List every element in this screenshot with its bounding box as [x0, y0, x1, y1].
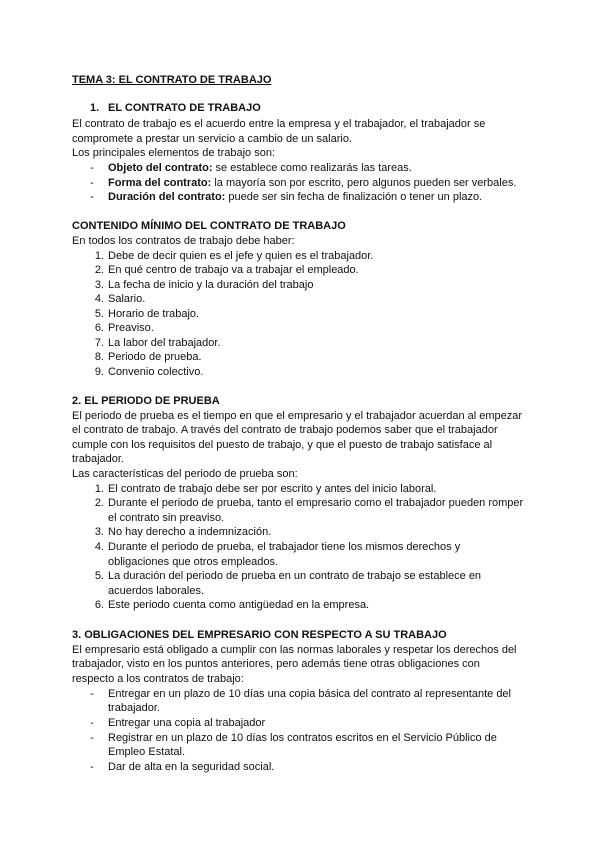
section-1-paragraph-line: compromete a prestar un servicio a cambio de un salario.: [72, 133, 353, 145]
minimum-content-intro: En todos los contratos de trabajo debe haber:: [72, 235, 295, 247]
list-item-continuation: Empleo Estatal.: [108, 746, 186, 758]
section-2-paragraph-line: trabajador.: [72, 453, 124, 465]
list-item: No hay derecho a indemnización.: [108, 526, 272, 538]
section-1-heading: EL CONTRATO DE TRABAJO: [108, 102, 261, 114]
list-item: La fecha de inicio y la duración del trabajo: [108, 279, 314, 291]
list-number: 7.: [94, 337, 104, 349]
list-item: En qué centro de trabajo va a trabajar el empleado.: [108, 264, 359, 276]
list-item: Preaviso.: [108, 322, 154, 334]
list-number: 5.: [94, 570, 104, 582]
section-3-paragraph-line: respecto a los contratos de trabajo:: [72, 673, 244, 685]
list-item: Durante el periodo de prueba, tanto el empresario como el trabajador pueden romper: [108, 497, 524, 509]
section-1-paragraph-line: El contrato de trabajo es el acuerdo entre la empresa y el trabajador, el trabajador se: [72, 118, 486, 130]
list-dash: -: [90, 732, 94, 744]
minimum-content-heading: CONTENIDO MÍNIMO DEL CONTRATO DE TRABAJO: [72, 220, 346, 232]
section-3-paragraph-line: trabajador, visto en los puntos anteriores, pero además tiene otras obligaciones con: [72, 658, 480, 670]
list-item: Horario de trabajo.: [108, 308, 200, 320]
section-3-paragraph-line: El empresario está obligado a cumplir con las normas laborales y respetar los derechos del: [72, 644, 517, 656]
section-2-paragraph-line: cumple con los requisitos del puesto de trabajo, y que el puesto de trabajo satisface al: [72, 439, 493, 451]
section-2-heading: 2. EL PERIODO DE PRUEBA: [72, 395, 220, 407]
list-number: 1.: [94, 483, 104, 495]
list-number: 2.: [94, 264, 104, 276]
list-item: Objeto del contrato: se establece como realizarás las tareas.: [108, 162, 412, 174]
list-item: Debe de decir quien es el jefe y quien es el trabajador.: [108, 250, 374, 262]
list-item: Duración del contrato: puede ser sin fecha de finalización o tener un plazo.: [108, 191, 483, 203]
list-item: Este periodo cuenta como antigüedad en la empresa.: [108, 599, 370, 611]
list-item: Convenio colectivo.: [108, 366, 204, 378]
list-number: 4.: [94, 541, 104, 553]
list-item: El contrato de trabajo debe ser por escrito y antes del inicio laboral.: [108, 483, 437, 495]
list-item: Durante el periodo de prueba, el trabajador tiene los mismos derechos y: [108, 541, 461, 553]
list-number: 1.: [94, 250, 104, 262]
list-item: Forma del contrato: la mayoría son por escrito, pero algunos pueden ser verbales.: [108, 177, 517, 189]
list-item: Periodo de prueba.: [108, 351, 202, 363]
list-item: Entregar en un plazo de 10 días una copia básica del contrato al representante del: [108, 688, 511, 700]
list-number: 8.: [94, 351, 104, 363]
list-dash: -: [90, 688, 94, 700]
list-dash: -: [90, 761, 94, 773]
list-number: 2.: [94, 497, 104, 509]
list-item: Dar de alta en la seguridad social.: [108, 761, 275, 773]
section-1-intro: Los principales elementos de trabajo son:: [72, 147, 276, 159]
list-number: 6.: [94, 322, 104, 334]
list-dash: -: [90, 177, 94, 189]
list-number: 3.: [94, 279, 104, 291]
list-number: 5.: [94, 308, 104, 320]
list-item-continuation: obligaciones que otros empleados.: [108, 556, 279, 568]
list-item: La labor del trabajador.: [108, 337, 221, 349]
list-item: Entregar una copia al trabajador: [108, 717, 266, 729]
list-number: 4.: [94, 293, 104, 305]
section-3-heading: 3. OBLIGACIONES DEL EMPRESARIO CON RESPECTO A SU TRABAJO: [72, 629, 447, 641]
list-item: La duración del periodo de prueba en un contrato de trabajo se establece en: [108, 570, 482, 582]
list-dash: -: [90, 717, 94, 729]
document-title: TEMA 3: EL CONTRATO DE TRABAJO: [72, 74, 272, 86]
list-number: 3.: [94, 526, 104, 538]
section-2-paragraph-line: el contrato de trabajo. A través del contrato de trabajo podemos saber que el trabajador: [72, 424, 498, 436]
list-item-continuation: el contrato sin preaviso.: [108, 512, 225, 524]
section-2-intro: Las características del periodo de prueba son:: [72, 468, 298, 480]
section-2-paragraph-line: El periodo de prueba es el tiempo en que el empresario y el trabajador acuerdan al empezar: [72, 410, 523, 422]
list-number: 6.: [94, 599, 104, 611]
list-item: Registrar en un plazo de 10 días los contratos escritos en el Servicio Público de: [108, 732, 497, 744]
list-dash: -: [90, 191, 94, 203]
list-dash: -: [90, 162, 94, 174]
list-item-continuation: trabajador.: [108, 702, 160, 714]
list-item-continuation: acuerdos laborales.: [108, 585, 205, 597]
list-item: Salario.: [108, 293, 146, 305]
list-number: 9.: [94, 366, 104, 378]
section-1-number: 1.: [90, 102, 100, 114]
